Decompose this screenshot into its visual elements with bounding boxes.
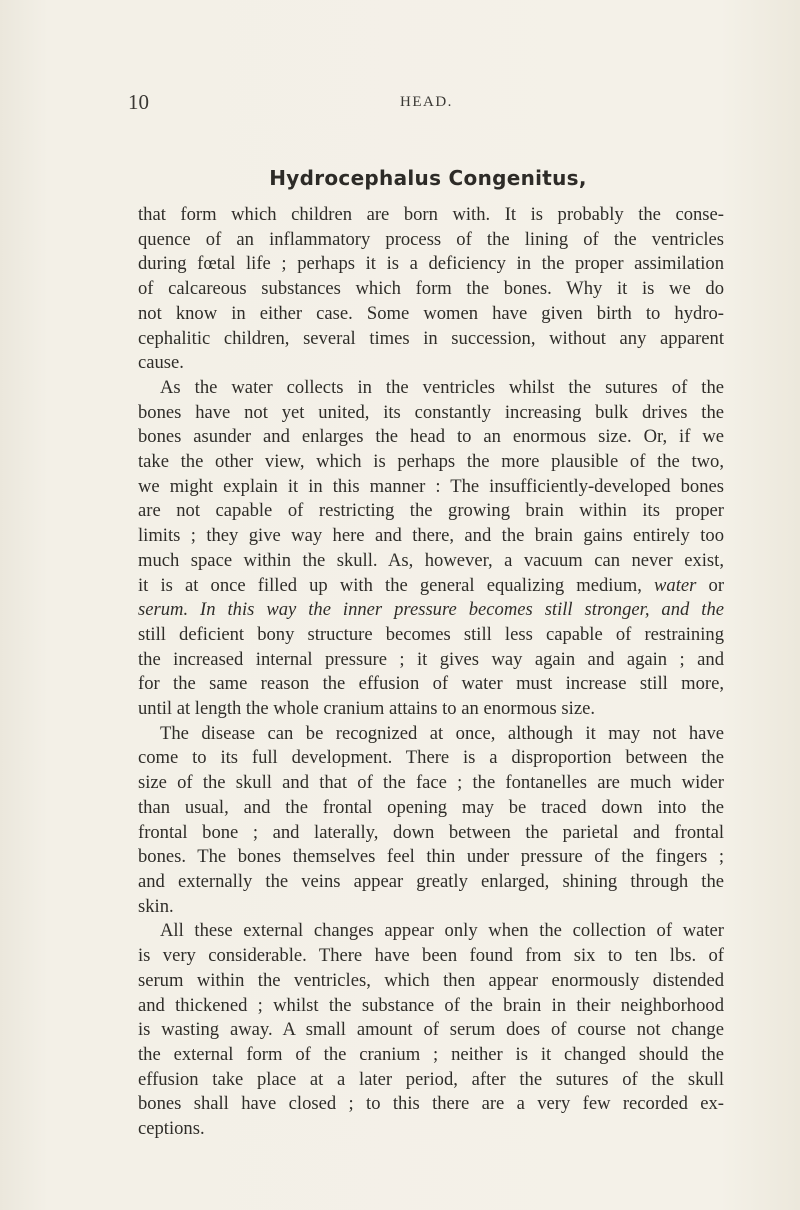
text-line: ceptions. bbox=[138, 1118, 205, 1140]
text-line: cephalitic children, several times in succession, without any apparent bbox=[138, 327, 724, 349]
italic-word: serum. In this way the inner pressure becomes still stronger, and the bbox=[138, 599, 724, 621]
text-line: and thickened ; whilst the substance of the brain in their neighborhood bbox=[138, 994, 724, 1016]
text-line: than usual, and the frontal opening may be traced down into the bbox=[138, 796, 724, 818]
text-line: the external form of the cranium ; neither is it changed should the bbox=[138, 1043, 724, 1065]
text-line: bones. The bones themselves feel thin under pressure of the fingers ; bbox=[138, 846, 724, 868]
paragraph-1 bbox=[138, 203, 724, 376]
text-line: size of the skull and that of the face ; the fontanelles are much wider bbox=[138, 772, 724, 794]
italic-word: water bbox=[654, 574, 697, 596]
text-line: The disease can be recognized at once, although it may not have bbox=[160, 722, 724, 744]
text-line: that form which children are born with. It is probably the conse- bbox=[138, 204, 724, 225]
text-line: are not capable of restricting the growing brain within its proper bbox=[138, 500, 724, 522]
text-line: All these external changes appear only when the collection of water bbox=[160, 920, 724, 942]
text-line: of calcareous substances which form the bones. Why it is we do bbox=[138, 278, 724, 300]
text-line: not know in either case. Some women have given birth to hydro- bbox=[138, 302, 724, 324]
text-line: cause. bbox=[138, 352, 184, 374]
paragraph-3 bbox=[138, 722, 724, 920]
text-line: come to its full development. There is a disproportion between the bbox=[138, 747, 724, 769]
page-number: 10 bbox=[128, 90, 149, 114]
text-line: serum within the ventricles, which then appear enormously distended bbox=[138, 969, 724, 991]
text-line: frontal bone ; and laterally, down between the parietal and frontal bbox=[138, 821, 724, 843]
text-line: As the water collects in the ventricles whilst the sutures of the bbox=[160, 376, 724, 398]
paragraph-4 bbox=[138, 919, 724, 1141]
text-line: take the other view, which is perhaps the more plausible of the two, bbox=[138, 451, 724, 473]
text-line: effusion take place at a later period, after the sutures of the skull bbox=[138, 1068, 724, 1090]
text-line: bones asunder and enlarges the head to an enormous size. Or, if we bbox=[138, 426, 724, 448]
text-line: is wasting away. A small amount of serum does of course not change bbox=[138, 1019, 724, 1041]
text-line: we might explain it in this manner : The insufficiently-developed bones bbox=[138, 475, 724, 497]
chapter-title: Hydrocephalus Congenitus, bbox=[269, 166, 587, 190]
text-line: quence of an inflammatory process of the lining of the ventricles bbox=[138, 228, 724, 250]
text-line: much space within the skull. As, however, a vacuum can never exist, bbox=[138, 549, 724, 571]
text-line: and externally the veins appear greatly enlarged, shining through the bbox=[138, 870, 724, 892]
text-line: bones have not yet united, its constantly increasing bulk drives the bbox=[138, 401, 724, 423]
text-line: for the same reason the effusion of water must increase still more, bbox=[138, 673, 724, 695]
text-line: limits ; they give way here and there, and the brain gains entirely too bbox=[138, 525, 724, 547]
paragraph-2 bbox=[138, 376, 724, 722]
body-text bbox=[138, 203, 724, 1142]
text-line: still deficient bony structure becomes still less capable of restraining bbox=[138, 623, 724, 645]
text-line-with-italic bbox=[138, 574, 724, 599]
text-segment: or bbox=[708, 574, 725, 596]
text-line: is very considerable. There have been found from six to ten lbs. of bbox=[138, 945, 724, 967]
text-line: skin. bbox=[138, 895, 174, 917]
text-line: during fœtal life ; perhaps it is a deficiency in the proper assimilation bbox=[138, 253, 724, 275]
running-head bbox=[128, 90, 680, 120]
text-line: bones shall have closed ; to this there are a very few recorded ex- bbox=[138, 1093, 724, 1115]
text-line: the increased internal pressure ; it gives way again and again ; and bbox=[138, 648, 724, 670]
text-line: until at length the whole cranium attains to an enormous size. bbox=[138, 698, 595, 720]
running-title: HEAD. bbox=[400, 94, 453, 110]
text-line-with-italic bbox=[138, 598, 724, 623]
text-segment: it is at once filled up with the general equalizing medium, bbox=[138, 574, 642, 596]
